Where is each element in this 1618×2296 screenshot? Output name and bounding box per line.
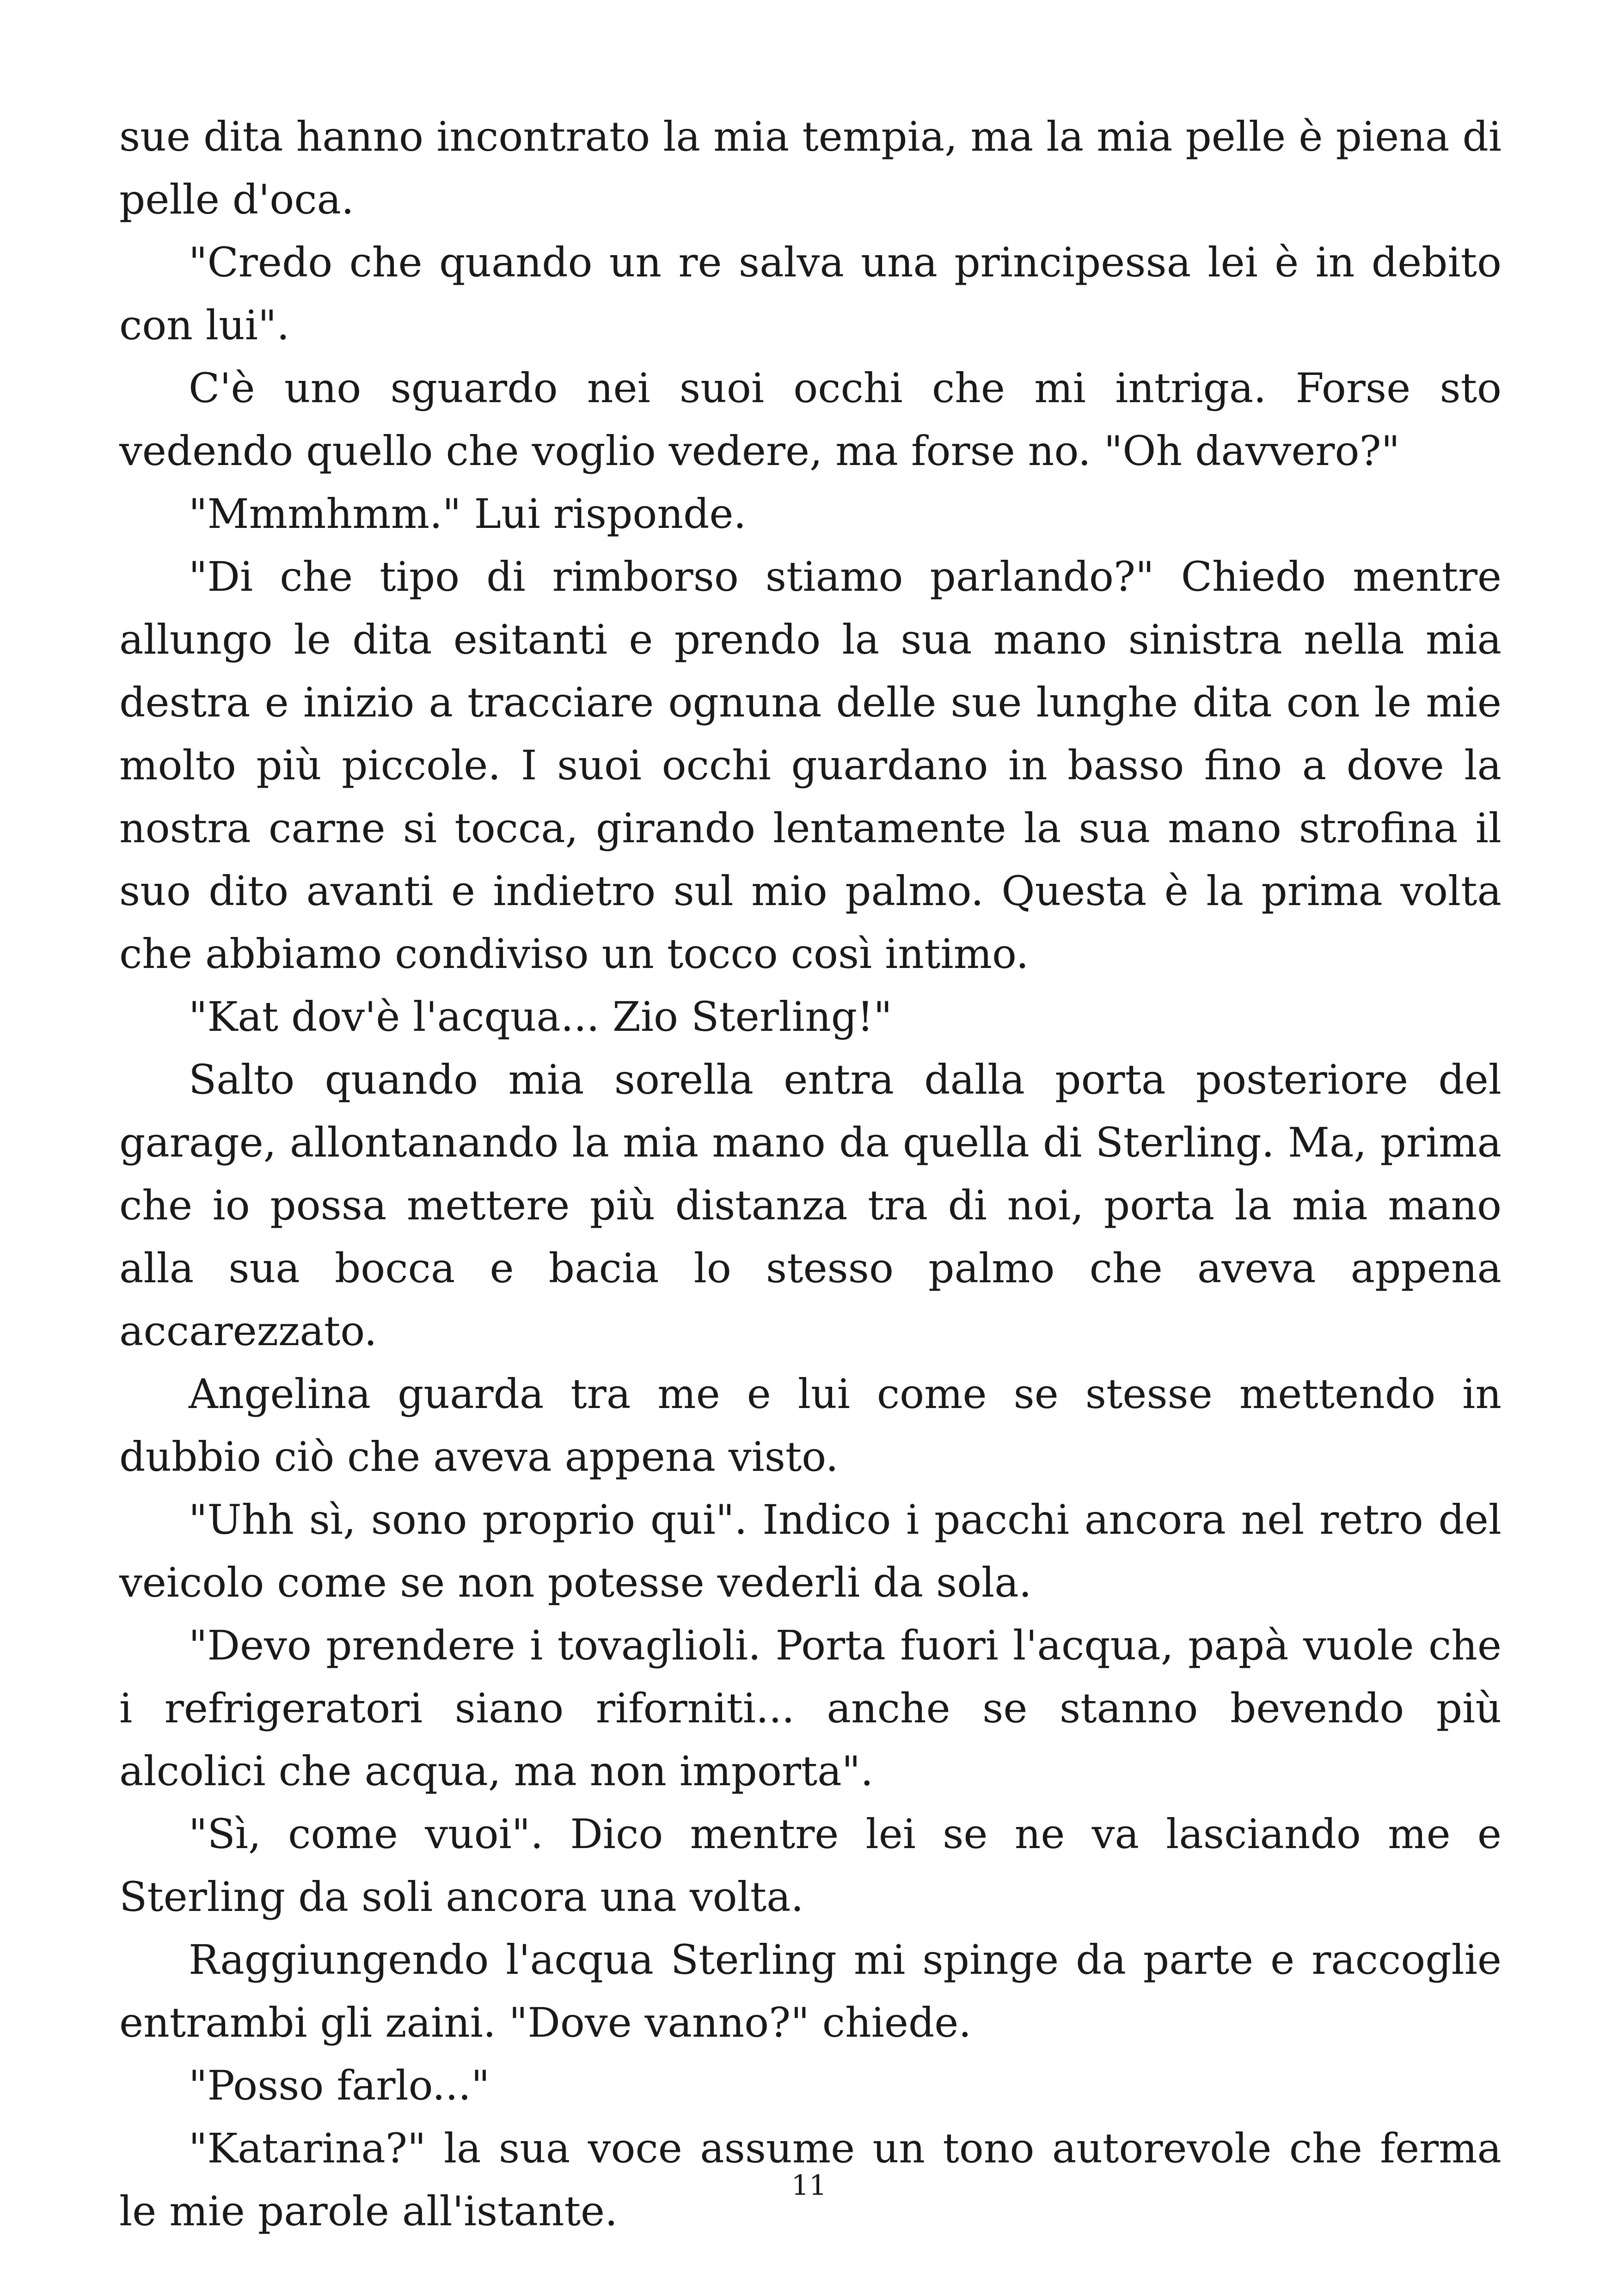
paragraph: "Posso farlo..." <box>189 2062 490 2109</box>
page-number: 11 <box>791 2169 827 2202</box>
body-text <box>119 105 1502 2243</box>
paragraph: "Devo prendere i tovaglioli. Porta fuori l'acqua, papà vuole che i refrigeratori siano riforniti... anche se stanno bevendo più alcolici che acqua, ma non importa". <box>119 1622 1502 1795</box>
paragraph: Salto quando mia sorella entra dalla porta posteriore del garage, allontanando la mia mano da quella di Sterling. Ma, prima che io possa mettere più distanza tra di noi, porta la mia mano alla sua bocca e bacia lo stesso palmo che aveva appena accarezzato. <box>119 1056 1502 1355</box>
paragraph: "Credo che quando un re salva una principessa lei è in debito con lui". <box>119 239 1502 349</box>
paragraph: C'è uno sguardo nei suoi occhi che mi intriga. Forse sto vedendo quello che voglio vedere, ma forse no. "Oh davvero?" <box>119 364 1502 475</box>
paragraph: sue dita hanno incontrato la mia tempia, ma la mia pelle è piena di pelle d'oca. <box>119 113 1502 223</box>
paragraph: "Di che tipo di rimborso stiamo parlando?" Chiedo mentre allungo le dita esitanti e prendo la sua mano sinistra nella mia destra e inizio a tracciare ognuna delle sue lunghe dita con le mie molto più piccole. I suoi occhi guardano in basso fino a dove la nostra carne si tocca, girando lentamente la sua mano strofina il suo dito avanti e indietro sul mio palmo. Questa è la prima volta che abbiamo condiviso un tocco così intimo. <box>119 553 1502 978</box>
paragraph: Raggiungendo l'acqua Sterling mi spinge da parte e raccoglie entrambi gli zaini. "Dove vanno?" chiede. <box>119 1936 1502 2046</box>
paragraph: "Uhh sì, sono proprio qui". Indico i pacchi ancora nel retro del veicolo come se non potesse vederli da sola. <box>119 1496 1502 1606</box>
paragraph: "Mmmhmm." Lui risponde. <box>189 490 747 538</box>
paragraph: Angelina guarda tra me e lui come se stesse mettendo in dubbio ciò che aveva appena visto. <box>119 1370 1502 1481</box>
paragraph: "Sì, come vuoi". Dico mentre lei se ne va lasciando me e Sterling da soli ancora una volta. <box>119 1810 1502 1921</box>
paragraph: "Kat dov'è l'acqua... Zio Sterling!" <box>189 993 892 1041</box>
paragraph: "Katarina?" la sua voce assume un tono autorevole che ferma le mie parole all'istante. <box>119 2125 1502 2235</box>
